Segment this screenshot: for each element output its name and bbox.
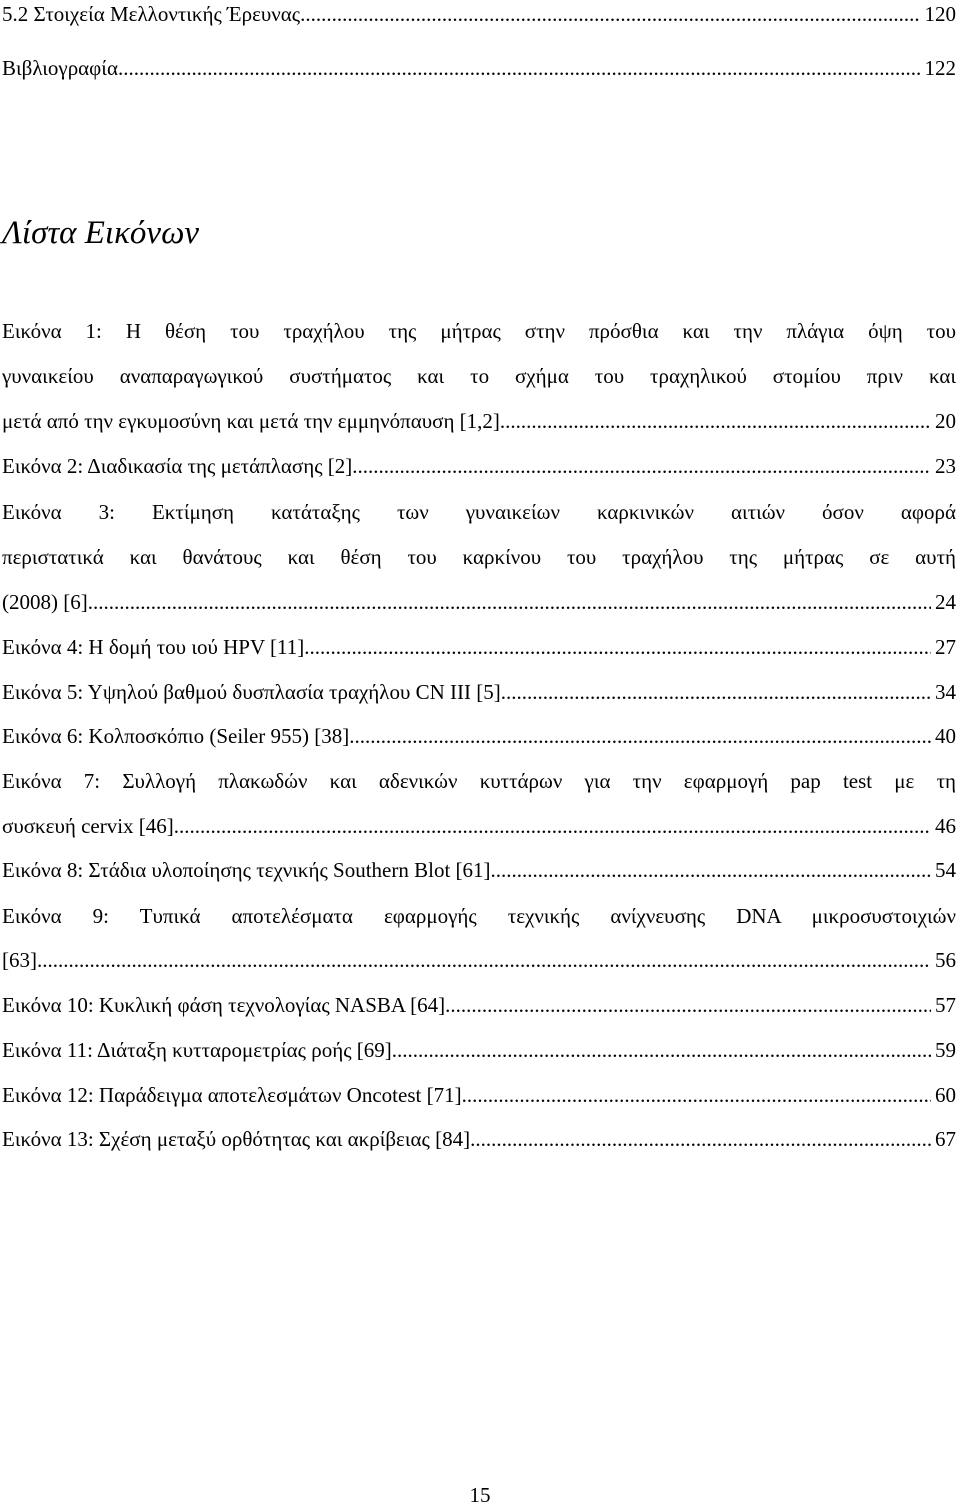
leader-dots	[300, 0, 920, 32]
toc-entry-page: 60	[935, 1083, 956, 1107]
toc-entry-page: 27	[935, 635, 956, 659]
toc-entry-label: Εικόνα 12: Παράδειγμα αποτελεσμάτων Oncotest [71]	[2, 1083, 462, 1107]
figure-entry-text: γυναικείου αναπαραγωγικού συστήματος και το σχήμα του τραχηλικού στομίου πριν και	[2, 364, 956, 388]
leader-dots	[304, 629, 931, 665]
toc-entry-page: 24	[935, 590, 956, 614]
figure-entry-text: Εικόνα 3: Εκτίμηση κατάταξης των γυναικείων καρκινικών αιτιών όσον αφορά	[2, 500, 956, 524]
figure-entry-text: περιστατικά και θανάτους και θέση του καρκίνου του τραχήλου της μήτρας σε αυτή	[2, 545, 956, 569]
leader-dots	[118, 50, 921, 86]
figure-entry-1	[2, 403, 956, 439]
toc-entry-page: 122	[924, 56, 956, 80]
leader-dots	[37, 942, 931, 978]
toc-entry-label: (2008) [6]	[2, 590, 88, 614]
toc-entry-label: μετά από την εγκυμοσύνη και μετά την εμμηνόπαυση [1,2]	[2, 409, 500, 433]
toc-entry-label: 5.2 Στοιχεία Μελλοντικής Έρευνας	[2, 2, 301, 26]
toc-entry-page: 59	[935, 1038, 956, 1062]
toc-entry-label: Εικόνα 10: Κυκλική φάση τεχνολογίας NASBA [64]	[2, 993, 446, 1017]
toc-entry-page: 67	[935, 1127, 956, 1151]
toc-entry-page: 56	[935, 948, 956, 972]
toc-entry-page: 54	[935, 858, 956, 882]
leader-dots	[462, 1077, 931, 1113]
leader-dots	[501, 674, 931, 710]
figure-entry-12	[2, 1077, 956, 1113]
leader-dots	[491, 852, 931, 888]
toc-entry-label: Εικόνα 4: Η δομή του ιού HPV [11]	[2, 635, 305, 659]
figure-entry-10	[2, 987, 956, 1023]
figure-entry-8	[2, 852, 956, 888]
toc-entry-page: 40	[935, 724, 956, 748]
leader-dots	[349, 718, 931, 754]
toc-entry-page: 20	[935, 409, 956, 433]
figure-entry-11	[2, 1032, 956, 1068]
toc-entry-label: [63]	[2, 948, 37, 972]
figure-entry-5	[2, 674, 956, 710]
toc-entry-label: Εικόνα 13: Σχέση μεταξύ ορθότητας και ακρίβειας [84]	[2, 1127, 471, 1151]
toc-entry-label: Εικόνα 6: Κολποσκόπιο (Seiler 955) [38]	[2, 724, 350, 748]
leader-dots	[352, 448, 931, 484]
toc-entry-bibliography	[2, 50, 956, 86]
toc-entry-future-research	[2, 0, 956, 32]
figure-entry-9	[2, 942, 956, 978]
toc-entry-page: 23	[935, 454, 956, 478]
toc-entry-label: Εικόνα 2: Διαδικασία της μετάπλασης [2]	[2, 454, 353, 478]
leader-dots	[470, 1121, 931, 1157]
figure-entry-3	[2, 584, 956, 620]
leader-dots	[445, 987, 931, 1023]
figure-entry-line	[2, 539, 956, 575]
figure-entry-7	[2, 808, 956, 844]
figure-entry-line	[2, 358, 956, 394]
section-heading: Λίστα Εικόνων	[2, 215, 200, 251]
toc-entry-page: 57	[935, 993, 956, 1017]
toc-entry-page: 120	[924, 2, 956, 26]
figure-entry-line	[2, 763, 956, 799]
toc-entry-page: 34	[935, 680, 956, 704]
figure-entry-line	[2, 494, 956, 530]
leader-dots	[88, 584, 931, 620]
figure-entry-13	[2, 1121, 956, 1157]
figure-entry-text: Εικόνα 7: Συλλογή πλακωδών και αδενικών κυττάρων για την εφαρμογή pap test με τη	[2, 769, 956, 793]
leader-dots	[392, 1032, 931, 1068]
figure-entry-4	[2, 629, 956, 665]
leader-dots	[174, 808, 931, 844]
figure-entry-text: Εικόνα 1: Η θέση του τραχήλου της μήτρας στην πρόσθια και την πλάγια όψη του	[2, 319, 956, 343]
toc-entry-label: συσκευή cervix [46]	[2, 814, 174, 838]
page-number: 15	[469, 1483, 491, 1507]
toc-entry-page: 46	[935, 814, 956, 838]
figure-entry-2	[2, 448, 956, 484]
figure-entry-text: Εικόνα 9: Τυπικά αποτελέσματα εφαρμογής τεχνικής ανίχνευσης DNA μικροσυστοιχιών	[2, 904, 956, 928]
leader-dots	[500, 403, 931, 439]
figure-entry-line	[2, 898, 956, 934]
toc-entry-label: Βιβλιογραφία	[2, 56, 118, 80]
figure-entry-line	[2, 313, 956, 349]
toc-entry-label: Εικόνα 11: Διάταξη κυτταρομετρίας ροής [69]	[2, 1038, 392, 1062]
toc-entry-label: Εικόνα 8: Στάδια υλοποίησης τεχνικής Southern Blot [61]	[2, 858, 491, 882]
figure-entry-6	[2, 718, 956, 754]
toc-entry-label: Εικόνα 5: Υψηλού βαθμού δυσπλασία τραχήλου CN III [5]	[2, 680, 501, 704]
